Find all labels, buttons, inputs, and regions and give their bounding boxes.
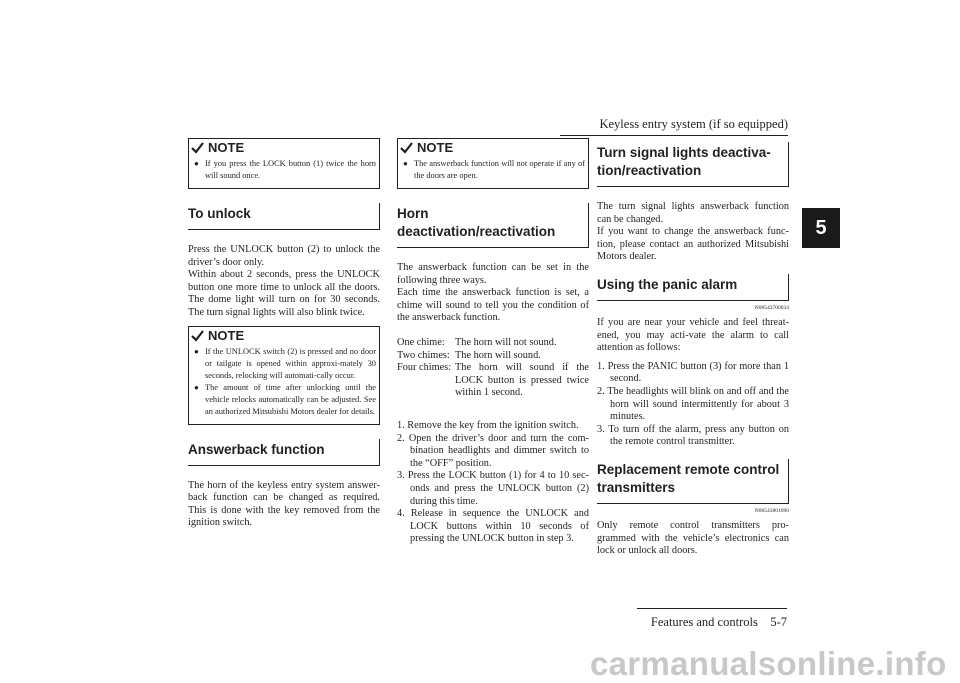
checkmark-icon <box>191 329 204 342</box>
chime-value: The horn will not sound. <box>455 336 557 348</box>
note-header <box>191 140 376 155</box>
note-box <box>188 326 380 425</box>
horn-steps <box>397 420 589 546</box>
chime-label: Four chimes: <box>397 362 452 374</box>
note-label: NOTE <box>208 140 245 155</box>
step-item: 2. Open the driver’s door and turn the com-bination headlights and dimmer switch to the “OFF” position. <box>397 432 589 469</box>
checkmark-icon <box>400 141 413 154</box>
note-box <box>397 138 589 189</box>
chime-value: The horn will sound if the LOCK button is pressed twice within 1 second. <box>455 362 589 399</box>
chime-value: The horn will sound. <box>455 349 541 361</box>
panic-steps <box>597 361 789 449</box>
step-item: 1. Remove the key from the ignition switch. <box>397 419 579 431</box>
section-heading-to-unlock: To unlock <box>188 199 380 230</box>
note-header <box>191 328 376 343</box>
unlock-paragraph: Press the UNLOCK button (2) to unlock the driver’s door only. Within about 2 seconds, press the UNLOCK button one more time to unlock all the doors. The dome light will turn on for 30 seconds. The turn signal lights will also blink twice. <box>188 244 380 318</box>
note-box <box>188 138 380 189</box>
step-item: 3. To turn off the alarm, press any button on the remote control transmitter. <box>597 423 789 448</box>
note-item: ● If the UNLOCK switch (2) is pressed and no door or tailgate is opened within approxi-mately 30 seconds, relocking will automati-cally occur. <box>193 346 376 382</box>
chime-label: One chime: <box>397 336 445 348</box>
watermark: carmanualsonline.info <box>590 645 947 682</box>
column-3 <box>597 138 789 558</box>
note-label: NOTE <box>417 140 454 155</box>
section-heading-panic: Using the panic alarm <box>597 270 789 301</box>
replacement-paragraph: Only remote control transmitters pro-grammed with the vehicle’s electronics can lock or unlock all doors. <box>597 519 789 557</box>
column-2 <box>397 138 589 546</box>
section-heading-turn-signal: Turn signal lights deactiva-tion/reactivation <box>597 138 789 187</box>
step-item: 4. Release in sequence the UNLOCK and LOCK buttons within 10 seconds of pressing the UNLOCK button in step 3. <box>397 508 589 545</box>
chime-row <box>397 337 589 350</box>
chime-row <box>397 350 589 363</box>
chime-row <box>397 362 589 400</box>
note-label: NOTE <box>208 327 245 343</box>
turn-signal-paragraph: The turn signal lights answerback function can be changed. If you want to change the answerback func-tion, please contact an authorized Mitsubishi Motors dealer. <box>597 201 789 263</box>
chime-list <box>397 337 589 400</box>
page-footer <box>637 608 787 630</box>
note-item: ● The answerback function will not operate if any of the doors are open. <box>402 158 585 182</box>
answerback-paragraph: The horn of the keyless entry system answer-back function can be changed as required. This is done with the key removed from the ignition switch. <box>188 479 380 529</box>
running-header-title: Keyless entry system (if so equipped) <box>560 117 788 136</box>
chapter-tab: 5 <box>802 208 840 248</box>
footer-section: Features and controls <box>650 615 758 629</box>
step-item: 3. Press the LOCK button (1) for 4 to 10 sec-onds and press the UNLOCK button (2) during this time. <box>397 470 589 507</box>
step-item: 1. Press the PANIC button (3) for more than 1 second. <box>597 360 789 385</box>
reference-code: N00543700034 <box>754 304 789 311</box>
checkmark-icon <box>191 141 204 154</box>
note-header <box>400 140 585 155</box>
page-number: 5-7 <box>770 615 787 629</box>
horn-paragraph: The answerback function can be set in the following three ways. Each time the answerback function is set, a chime will sound to tell you the condition of the answerback function. <box>397 262 589 324</box>
note-item: ● If you press the LOCK button (1) twice the horn will sound once. <box>193 158 376 182</box>
section-heading-horn: Horn deactivation/reactivation <box>397 199 589 248</box>
column-1 <box>188 138 380 530</box>
section-heading-replacement: Replacement remote control transmitters <box>597 455 789 504</box>
chime-label: Two chimes: <box>397 349 450 361</box>
section-heading-answerback: Answerback function <box>188 435 380 466</box>
reference-code: N00543801090 <box>754 507 789 514</box>
panic-paragraph: If you are near your vehicle and feel threat-ened, you may acti-vate the alarm to call attention as follows: <box>597 316 789 354</box>
note-item: ● The amount of time after unlocking until the vehicle relocks automatically can be adjusted. See an authorized Mitsubishi Motors dealer for details. <box>193 382 376 418</box>
step-item: 2. The headlights will blink on and off and the horn will sound intermittently for about 3 minutes. <box>597 385 789 423</box>
